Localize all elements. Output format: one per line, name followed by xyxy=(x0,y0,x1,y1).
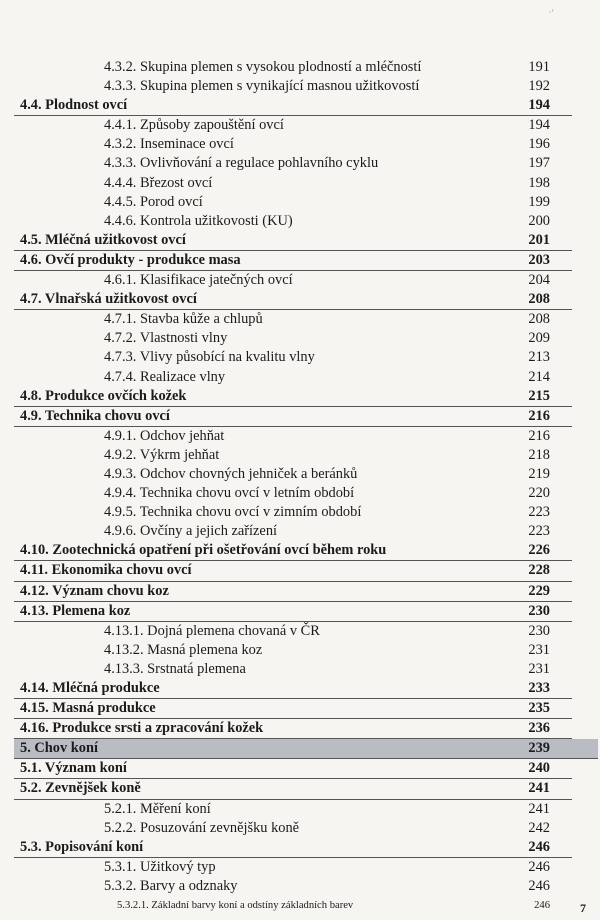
toc-entry-page: 194 xyxy=(528,117,550,134)
toc-entry-title: 5.2.1. Měření koní xyxy=(104,800,211,817)
toc-entry-page: 241 xyxy=(528,800,550,817)
toc-chapter-row xyxy=(14,779,572,799)
toc-entry-title: 4.9.6. Ovčíny a jejich zařízení xyxy=(104,523,278,540)
toc-chapter-row xyxy=(14,231,572,251)
toc-entry-title: 5.2. Zevnějšek koně xyxy=(20,780,141,797)
toc-entry-title: 4.7.4. Realizace vlny xyxy=(104,368,226,385)
toc-section-row xyxy=(14,858,572,877)
toc-entry-title: 4.6.1. Klasifikace jatečných ovcí xyxy=(104,272,293,289)
toc-section-row xyxy=(14,193,572,212)
toc-entry-page: 233 xyxy=(528,680,550,696)
toc-entry-title: 4.7. Vlnařská užitkovost ovcí xyxy=(20,291,197,308)
toc-entry-title: 4.7.1. Stavba kůže a chlupů xyxy=(104,311,263,328)
toc-section-row xyxy=(14,310,572,329)
toc-entry-page: 246 xyxy=(528,838,550,855)
toc-section-row xyxy=(14,135,572,154)
toc-chapter-row xyxy=(14,407,572,427)
toc-entry-page: 236 xyxy=(528,720,550,737)
toc-entry-title: 4.4.6. Kontrola užitkovosti (KU) xyxy=(104,212,293,229)
toc-section-row xyxy=(14,212,572,231)
toc-entry-title: 4.13.3. Srstnatá plemena xyxy=(104,660,246,677)
toc-entry-page: 192 xyxy=(528,78,550,95)
toc-section-row xyxy=(14,329,572,348)
toc-entry-page: 200 xyxy=(528,212,550,229)
toc-entry-title: 4.9.4. Technika chovu ovcí v letním období xyxy=(104,485,355,502)
toc-section-row xyxy=(14,58,572,77)
toc-chapter-row xyxy=(14,838,572,858)
toc-chapter-row xyxy=(14,251,572,271)
toc-entry-page: 218 xyxy=(528,446,550,463)
toc-entry-page: 231 xyxy=(528,641,550,658)
toc-chapter-row xyxy=(14,759,572,779)
toc-entry-title: 4.9.3. Odchov chovných jehniček a beránků xyxy=(104,465,358,482)
toc-entry-title: 4.3.2. Inseminace ovcí xyxy=(104,136,234,153)
toc-entry-title: 4.13. Plemena koz xyxy=(20,602,131,619)
toc-chapter-row xyxy=(14,290,572,310)
toc-chapter-row xyxy=(14,699,572,719)
toc-entry-title: 4.12. Význam chovu koz xyxy=(20,582,169,599)
toc-chapter-row xyxy=(14,719,572,739)
toc-entry-title: 4.10. Zootechnická opatření při ošetřování ovcí během roku xyxy=(20,542,387,559)
toc-entry-page: 220 xyxy=(528,485,550,502)
toc-entry-title: 4.8. Produkce ovčích kožek xyxy=(20,387,187,404)
toc-chapter-row xyxy=(14,561,572,581)
toc-entry-title: 4.13.1. Dojná plemena chovaná v ČR xyxy=(104,622,320,639)
toc-entry-title: 5.2.2. Posuzování zevnějšku koně xyxy=(104,819,300,836)
toc-entry-title: 4.4.1. Způsoby zapouštění ovcí xyxy=(104,117,284,134)
toc-entry-page: 214 xyxy=(528,368,550,385)
toc-entry-page: 197 xyxy=(528,155,550,172)
toc-entry-page: 194 xyxy=(528,97,550,114)
toc-section-row xyxy=(14,522,572,541)
toc-entry-page: 219 xyxy=(528,465,550,482)
toc-entry-page: 199 xyxy=(528,193,550,210)
toc-entry-page: 223 xyxy=(528,523,550,540)
toc-section-row xyxy=(14,484,572,503)
toc-entry-title: 4.7.2. Vlastnosti vlny xyxy=(104,330,228,347)
toc-entry-page: 196 xyxy=(528,136,550,153)
toc-entry-title: 5.3.2.1. Základní barvy koní a odstíny základních barev xyxy=(117,900,354,912)
toc-entry-title: 4.7.3. Vlivy působící na kvalitu vlny xyxy=(104,349,315,366)
toc-section-row xyxy=(14,271,572,290)
toc-entry-page: 246 xyxy=(534,900,550,912)
toc-entry-page: 209 xyxy=(528,330,550,347)
toc-entry-page: 230 xyxy=(528,622,550,639)
toc-entry-title: 4.4.5. Porod ovcí xyxy=(104,193,203,210)
toc-section-row xyxy=(14,819,572,838)
toc-section-row xyxy=(14,446,572,465)
toc-entry-title: 4.3.3. Skupina plemen s vynikající masnou užitkovostí xyxy=(104,78,420,95)
toc-entry-title: 4.3.3. Ovlivňování a regulace pohlavního cyklu xyxy=(104,155,379,172)
toc-chapter-row xyxy=(14,679,572,699)
toc-chapter-row xyxy=(14,387,572,407)
toc-entry-page: 208 xyxy=(528,291,550,308)
toc-section-row xyxy=(14,116,572,135)
toc-section-row xyxy=(14,174,572,193)
toc-entry-page: 239 xyxy=(528,740,550,757)
toc-chapter-row xyxy=(14,541,572,561)
toc-entry-title: 5. Chov koní xyxy=(20,740,98,757)
toc-entry-title: 4.13.2. Masná plemena koz xyxy=(104,641,263,658)
toc-entry-title: 4.11. Ekonomika chovu ovcí xyxy=(20,562,192,579)
toc-section-row xyxy=(14,427,572,446)
toc-entry-title: 4.9.5. Technika chovu ovcí v zimním období xyxy=(104,504,362,521)
toc-section-row xyxy=(14,800,572,819)
toc-entry-title: 4.5. Mléčná užitkovost ovcí xyxy=(20,231,186,248)
toc-entry-page: 201 xyxy=(528,231,550,248)
toc-entry-page: 216 xyxy=(528,427,550,444)
toc-entry-title: 5.3.1. Užitkový typ xyxy=(104,858,216,875)
toc-chapter-row xyxy=(14,582,572,602)
toc-chapter-row xyxy=(14,739,598,759)
page-number: 7 xyxy=(580,901,586,915)
toc-chapter-row xyxy=(14,96,572,116)
table-of-contents xyxy=(14,58,572,915)
toc-section-row xyxy=(14,503,572,522)
toc-entry-title: 4.4.4. Březost ovcí xyxy=(104,174,213,191)
toc-section-row xyxy=(14,660,572,679)
toc-entry-title: 4.3.2. Skupina plemen s vysokou plodností a mléčností xyxy=(104,59,422,75)
toc-entry-page: 215 xyxy=(528,387,550,404)
toc-entry-page: 198 xyxy=(528,174,550,191)
toc-section-row xyxy=(14,77,572,96)
toc-section-row xyxy=(14,622,572,641)
toc-entry-page: 191 xyxy=(528,59,550,75)
toc-entry-page: 230 xyxy=(528,602,550,619)
toc-entry-page: 229 xyxy=(528,582,550,599)
toc-section-row xyxy=(14,368,572,387)
toc-entry-page: 235 xyxy=(528,700,550,717)
toc-entry-title: 5.1. Význam koní xyxy=(20,760,127,777)
toc-entry-page: 213 xyxy=(528,349,550,366)
toc-entry-page: 231 xyxy=(528,660,550,677)
toc-entry-page: 241 xyxy=(528,780,550,797)
toc-entry-page: 226 xyxy=(528,542,550,559)
toc-entry-page: 246 xyxy=(528,858,550,875)
toc-entry-page: 204 xyxy=(528,272,550,289)
toc-entry-title: 5.3.2. Barvy a odznaky xyxy=(104,877,238,894)
toc-entry-page: 228 xyxy=(528,562,550,579)
toc-entry-title: 4.6. Ovčí produkty - produkce masa xyxy=(20,251,241,268)
toc-entry-title: 4.14. Mléčná produkce xyxy=(20,680,160,696)
toc-subsection-row xyxy=(14,896,572,915)
toc-section-row xyxy=(14,465,572,484)
toc-section-row xyxy=(14,641,572,660)
toc-entry-page: 216 xyxy=(528,407,550,424)
paper-speck: ·ʼ xyxy=(548,8,554,17)
toc-entry-title: 4.4. Plodnost ovcí xyxy=(20,97,128,114)
toc-entry-title: 4.9.1. Odchov jehňat xyxy=(104,427,225,444)
toc-entry-title: 4.15. Masná produkce xyxy=(20,700,156,717)
toc-entry-page: 242 xyxy=(528,819,550,836)
toc-entry-title: 4.9. Technika chovu ovcí xyxy=(20,407,170,424)
toc-entry-title: 5.3. Popisování koní xyxy=(20,838,144,855)
toc-entry-title: 4.9.2. Výkrm jehňat xyxy=(104,446,220,463)
toc-entry-title: 4.16. Produkce srsti a zpracování kožek xyxy=(20,720,264,737)
toc-entry-page: 223 xyxy=(528,504,550,521)
toc-chapter-row xyxy=(14,602,572,622)
toc-section-row xyxy=(14,877,572,896)
toc-section-row xyxy=(14,348,572,367)
toc-entry-page: 240 xyxy=(528,760,550,777)
toc-entry-page: 203 xyxy=(528,251,550,268)
toc-entry-page: 246 xyxy=(528,877,550,894)
toc-entry-page: 208 xyxy=(528,311,550,328)
toc-section-row xyxy=(14,154,572,173)
